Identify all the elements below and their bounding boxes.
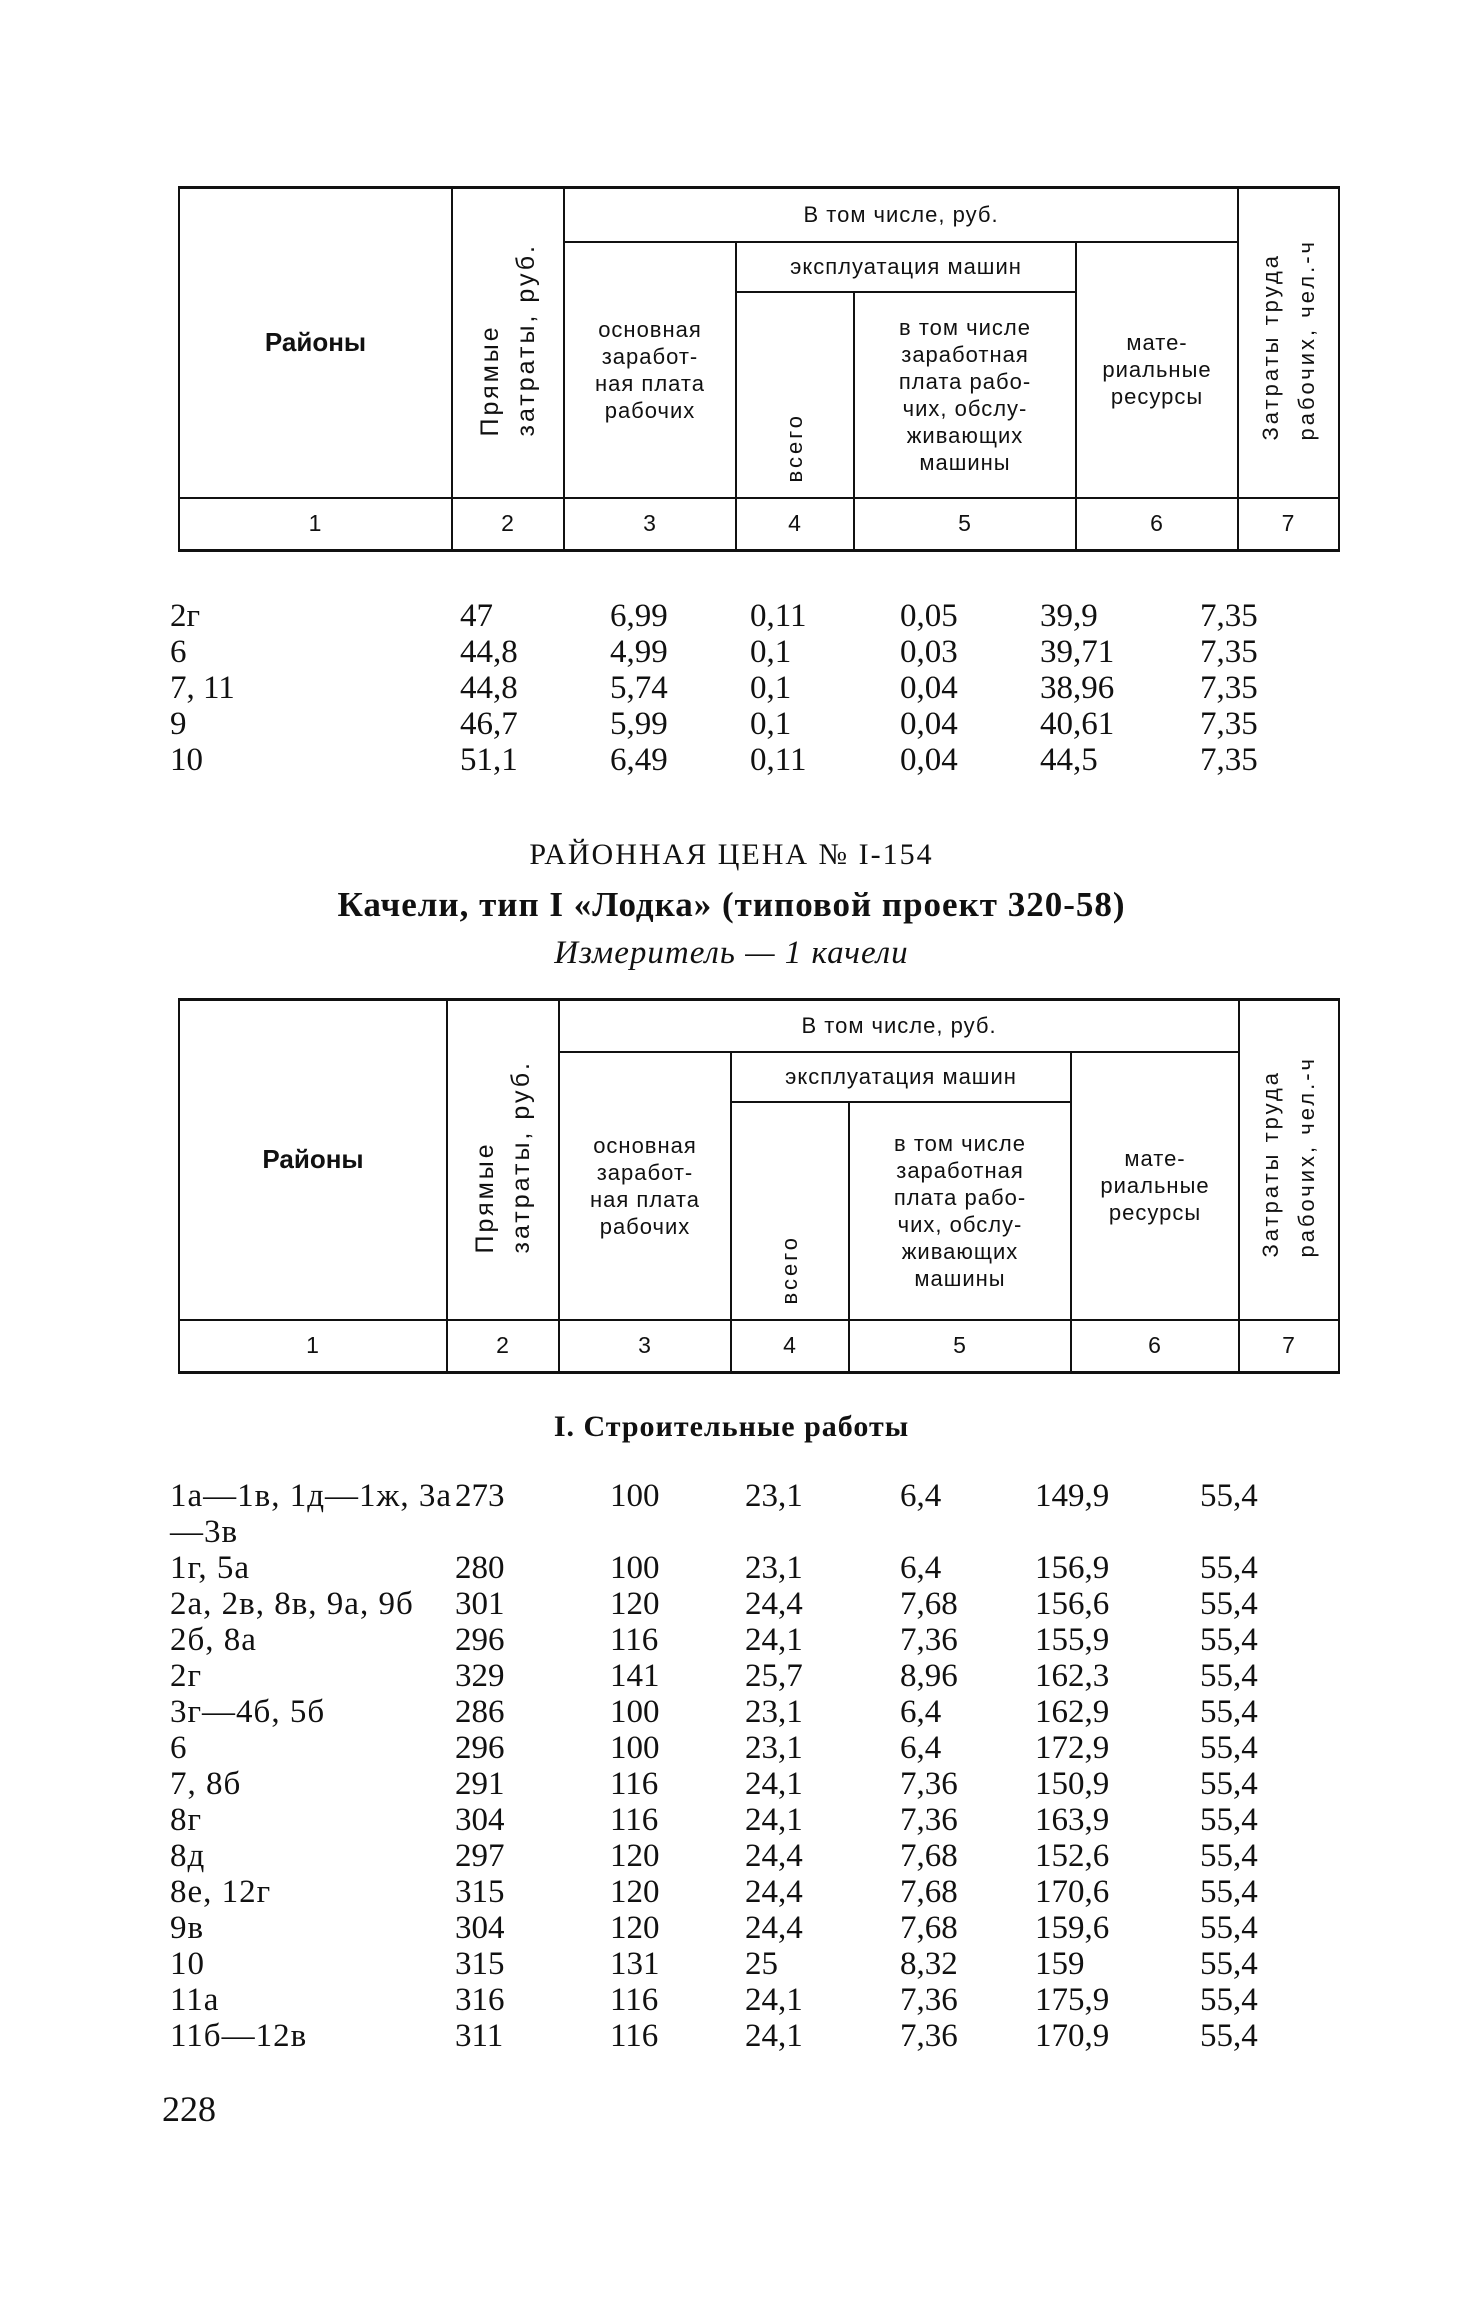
table-row: 7, 11 44,8 5,74 0,1 0,04 38,96 7,35 <box>170 670 1258 706</box>
table-row: 1а—1в, 1д—1ж, 3а—3в 273 100 23,1 6,4 149,9 55,4 <box>170 1478 1258 1550</box>
table-row: 2г 329 141 25,7 8,96 162,3 55,4 <box>170 1658 1258 1694</box>
col-number: 7 <box>1239 1320 1339 1373</box>
header-regions: Районы <box>179 1000 447 1320</box>
table2-body <box>170 1478 1320 2054</box>
table-row: 9в 304 120 24,4 7,68 159,6 55,4 <box>170 1910 1258 1946</box>
col-number: 4 <box>736 498 854 551</box>
col-number: 1 <box>179 498 452 551</box>
table-row: 2г 47 6,99 0,11 0,05 39,9 7,35 <box>170 598 1258 634</box>
table-row: 2а, 2в, 8в, 9а, 9б 301 120 24,4 7,68 156,6 55,4 <box>170 1586 1258 1622</box>
header-regions: Районы <box>179 188 452 498</box>
header-machine-wage: в том числе заработная плата рабо- чих, обслу- живающих машины <box>854 292 1076 498</box>
header-direct-costs: Прямые затраты, руб. <box>452 188 564 498</box>
header-materials: мате- риальные ресурсы <box>1076 242 1238 498</box>
col-number: 3 <box>559 1320 731 1373</box>
table-row: 9 46,7 5,99 0,1 0,04 40,61 7,35 <box>170 706 1258 742</box>
header-base-wage: основная заработ- ная плата рабочих <box>564 242 736 498</box>
col-number: 5 <box>849 1320 1071 1373</box>
table-row: 11а 316 116 24,1 7,36 175,9 55,4 <box>170 1982 1258 2018</box>
table-row: 8е, 12г 315 120 24,4 7,68 170,6 55,4 <box>170 1874 1258 1910</box>
table-row: 1г, 5а 280 100 23,1 6,4 156,9 55,4 <box>170 1550 1258 1586</box>
col-number: 2 <box>447 1320 559 1373</box>
header-base-wage: основная заработ- ная плата рабочих <box>559 1052 731 1320</box>
col-number: 3 <box>564 498 736 551</box>
col-number: 6 <box>1071 1320 1239 1373</box>
table-row: 11б—12в 311 116 24,1 7,36 170,9 55,4 <box>170 2018 1258 2054</box>
table2-header <box>178 998 1340 1374</box>
item-title: Качели, тип I «Лодка» (типовой проект 320-58) <box>337 885 1126 924</box>
section-title: I. Строительные работы <box>553 1410 910 1443</box>
col-number: 7 <box>1238 498 1339 551</box>
table-row: 6 44,8 4,99 0,1 0,03 39,71 7,35 <box>170 634 1258 670</box>
header-direct-costs: Прямые затраты, руб. <box>447 1000 559 1320</box>
col-number: 1 <box>179 1320 447 1373</box>
table-row: 10 51,1 6,49 0,11 0,04 44,5 7,35 <box>170 742 1258 778</box>
col-number: 5 <box>854 498 1076 551</box>
header-including: В том числе, руб. <box>559 1000 1239 1052</box>
table-row: 10 315 131 25 8,32 159 55,4 <box>170 1946 1258 1982</box>
header-materials: мате- риальные ресурсы <box>1071 1052 1239 1320</box>
table-row: 2б, 8а 296 116 24,1 7,36 155,9 55,4 <box>170 1622 1258 1658</box>
table-row: 6 296 100 23,1 6,4 172,9 55,4 <box>170 1730 1258 1766</box>
table1-body <box>170 598 1320 778</box>
table-row: 8д 297 120 24,4 7,68 152,6 55,4 <box>170 1838 1258 1874</box>
col-number: 6 <box>1076 498 1238 551</box>
header-including: В том числе, руб. <box>564 188 1238 242</box>
header-machine-operation: эксплуатация машин <box>736 242 1076 292</box>
col-number: 4 <box>731 1320 849 1373</box>
table1-header <box>178 186 1340 552</box>
header-total: всего <box>736 292 854 498</box>
price-title: РАЙОННАЯ ЦЕНА № I-154 <box>529 838 934 871</box>
table-row: 7, 8б 291 116 24,1 7,36 150,9 55,4 <box>170 1766 1258 1802</box>
header-labor-costs: Затраты труда рабочих, чел.-ч <box>1239 1000 1339 1320</box>
header-machine-wage: в том числе заработная плата рабо- чих, обслу- живающих машины <box>849 1102 1071 1320</box>
measure-unit: Измеритель — 1 качели <box>554 935 909 971</box>
table-row: 8г 304 116 24,1 7,36 163,9 55,4 <box>170 1802 1258 1838</box>
page-number: 228 <box>162 2089 216 2129</box>
header-labor-costs: Затраты труда рабочих, чел.-ч <box>1238 188 1339 498</box>
header-machine-operation: эксплуатация машин <box>731 1052 1071 1102</box>
table-row: 3г—4б, 5б 286 100 23,1 6,4 162,9 55,4 <box>170 1694 1258 1730</box>
col-number: 2 <box>452 498 564 551</box>
header-total: всего <box>731 1102 849 1320</box>
